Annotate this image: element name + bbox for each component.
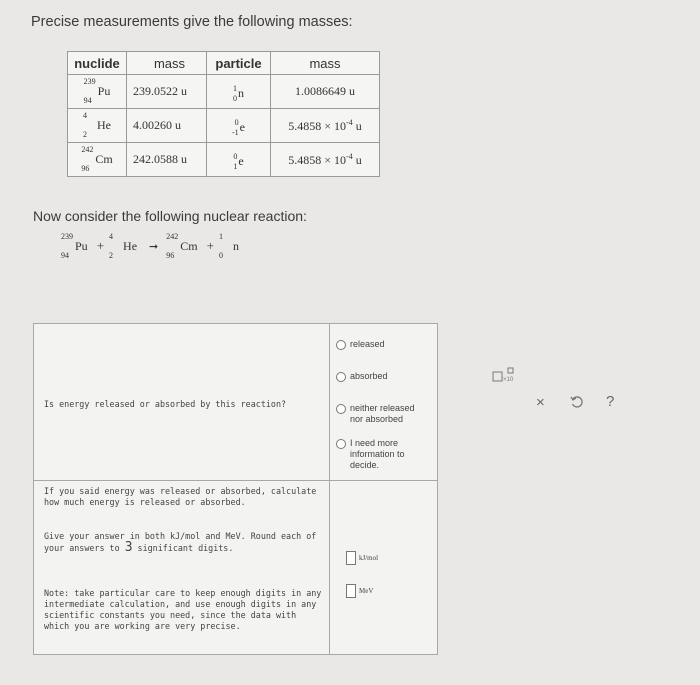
rounding-instructions: Give your answer in both kJ/mol and MeV. Round each of your answers to 3 significant digits. xyxy=(44,531,317,555)
particle-positron: 0 1 e xyxy=(207,143,271,177)
plus-sign: + xyxy=(96,238,105,253)
reaction-arrow-icon: ➞ xyxy=(149,240,159,253)
header-nuclide: nuclide xyxy=(68,52,127,75)
mass-cm: 242.0588 u xyxy=(127,143,207,177)
answer-kj-mol[interactable]: kJ/mol xyxy=(346,551,378,565)
product-cm: 242 Cm 96 xyxy=(166,231,198,260)
particle-electron: 0 -1 e xyxy=(207,109,271,143)
mev-input[interactable] xyxy=(346,584,356,598)
radio-icon[interactable] xyxy=(336,404,346,414)
nuclear-reaction xyxy=(61,231,243,260)
masses-table xyxy=(67,51,380,177)
option-need-info[interactable]: I need more information to decide. xyxy=(336,438,426,471)
mass-pu: 239.0522 u xyxy=(127,75,207,109)
nuclide-cm: 242 Cm 96 xyxy=(68,143,127,177)
question-panel xyxy=(33,323,438,655)
product-neutron: 1 n 0 xyxy=(218,231,239,260)
mass-neutron: 1.0086649 u xyxy=(271,75,380,109)
option-released[interactable]: released xyxy=(336,339,385,350)
reactant-pu: 239 Pu 94 xyxy=(61,231,88,260)
reaction-intro: Now consider the following nuclear reaction: xyxy=(33,208,307,224)
nuclide-he: 4 He 2 xyxy=(68,109,127,143)
option-absorbed[interactable]: absorbed xyxy=(336,371,388,382)
option-neither[interactable]: neither released nor absorbed xyxy=(336,403,426,425)
radio-icon[interactable] xyxy=(336,340,346,350)
mass-positron: $5.4858 \times 10^{-4}$ u xyxy=(271,143,380,177)
clear-icon[interactable]: × xyxy=(536,394,545,411)
svg-text:×10: ×10 xyxy=(503,377,514,383)
undo-icon[interactable] xyxy=(570,395,584,414)
radio-icon[interactable] xyxy=(336,439,346,449)
divider xyxy=(34,480,437,481)
header-mass: mass xyxy=(127,52,207,75)
particle-neutron: 1 0 n xyxy=(207,75,271,109)
intro-text: Precise measurements give the following masses: xyxy=(31,14,353,30)
radio-icon[interactable] xyxy=(336,372,346,382)
mass-he: 4.00260 u xyxy=(127,109,207,143)
help-icon[interactable]: ? xyxy=(606,393,615,410)
mass-electron: $5.4858 \times 10^{-4}$ u xyxy=(271,109,380,143)
answer-mev[interactable]: MeV xyxy=(346,584,373,598)
header-particle-mass: mass xyxy=(271,52,380,75)
precision-note: Note: take particular care to keep enough digits in any intermediate calculation, and use enough digits in any scientific constants you need, since the data with which you are working are very precise. xyxy=(44,588,322,631)
reactant-he: 4 He 2 xyxy=(109,231,138,260)
calculate-instructions: If you said energy was released or absorbed, calculate how much energy is released or absorbed. xyxy=(44,486,317,507)
plus-sign: + xyxy=(206,238,214,253)
energy-question: Is energy released or absorbed by this reaction? xyxy=(44,399,287,409)
x10-icon[interactable] xyxy=(492,367,514,388)
nuclide-pu: 239 Pu 94 xyxy=(68,75,127,109)
header-particle: particle xyxy=(207,52,271,75)
kj-mol-input[interactable] xyxy=(346,551,356,565)
